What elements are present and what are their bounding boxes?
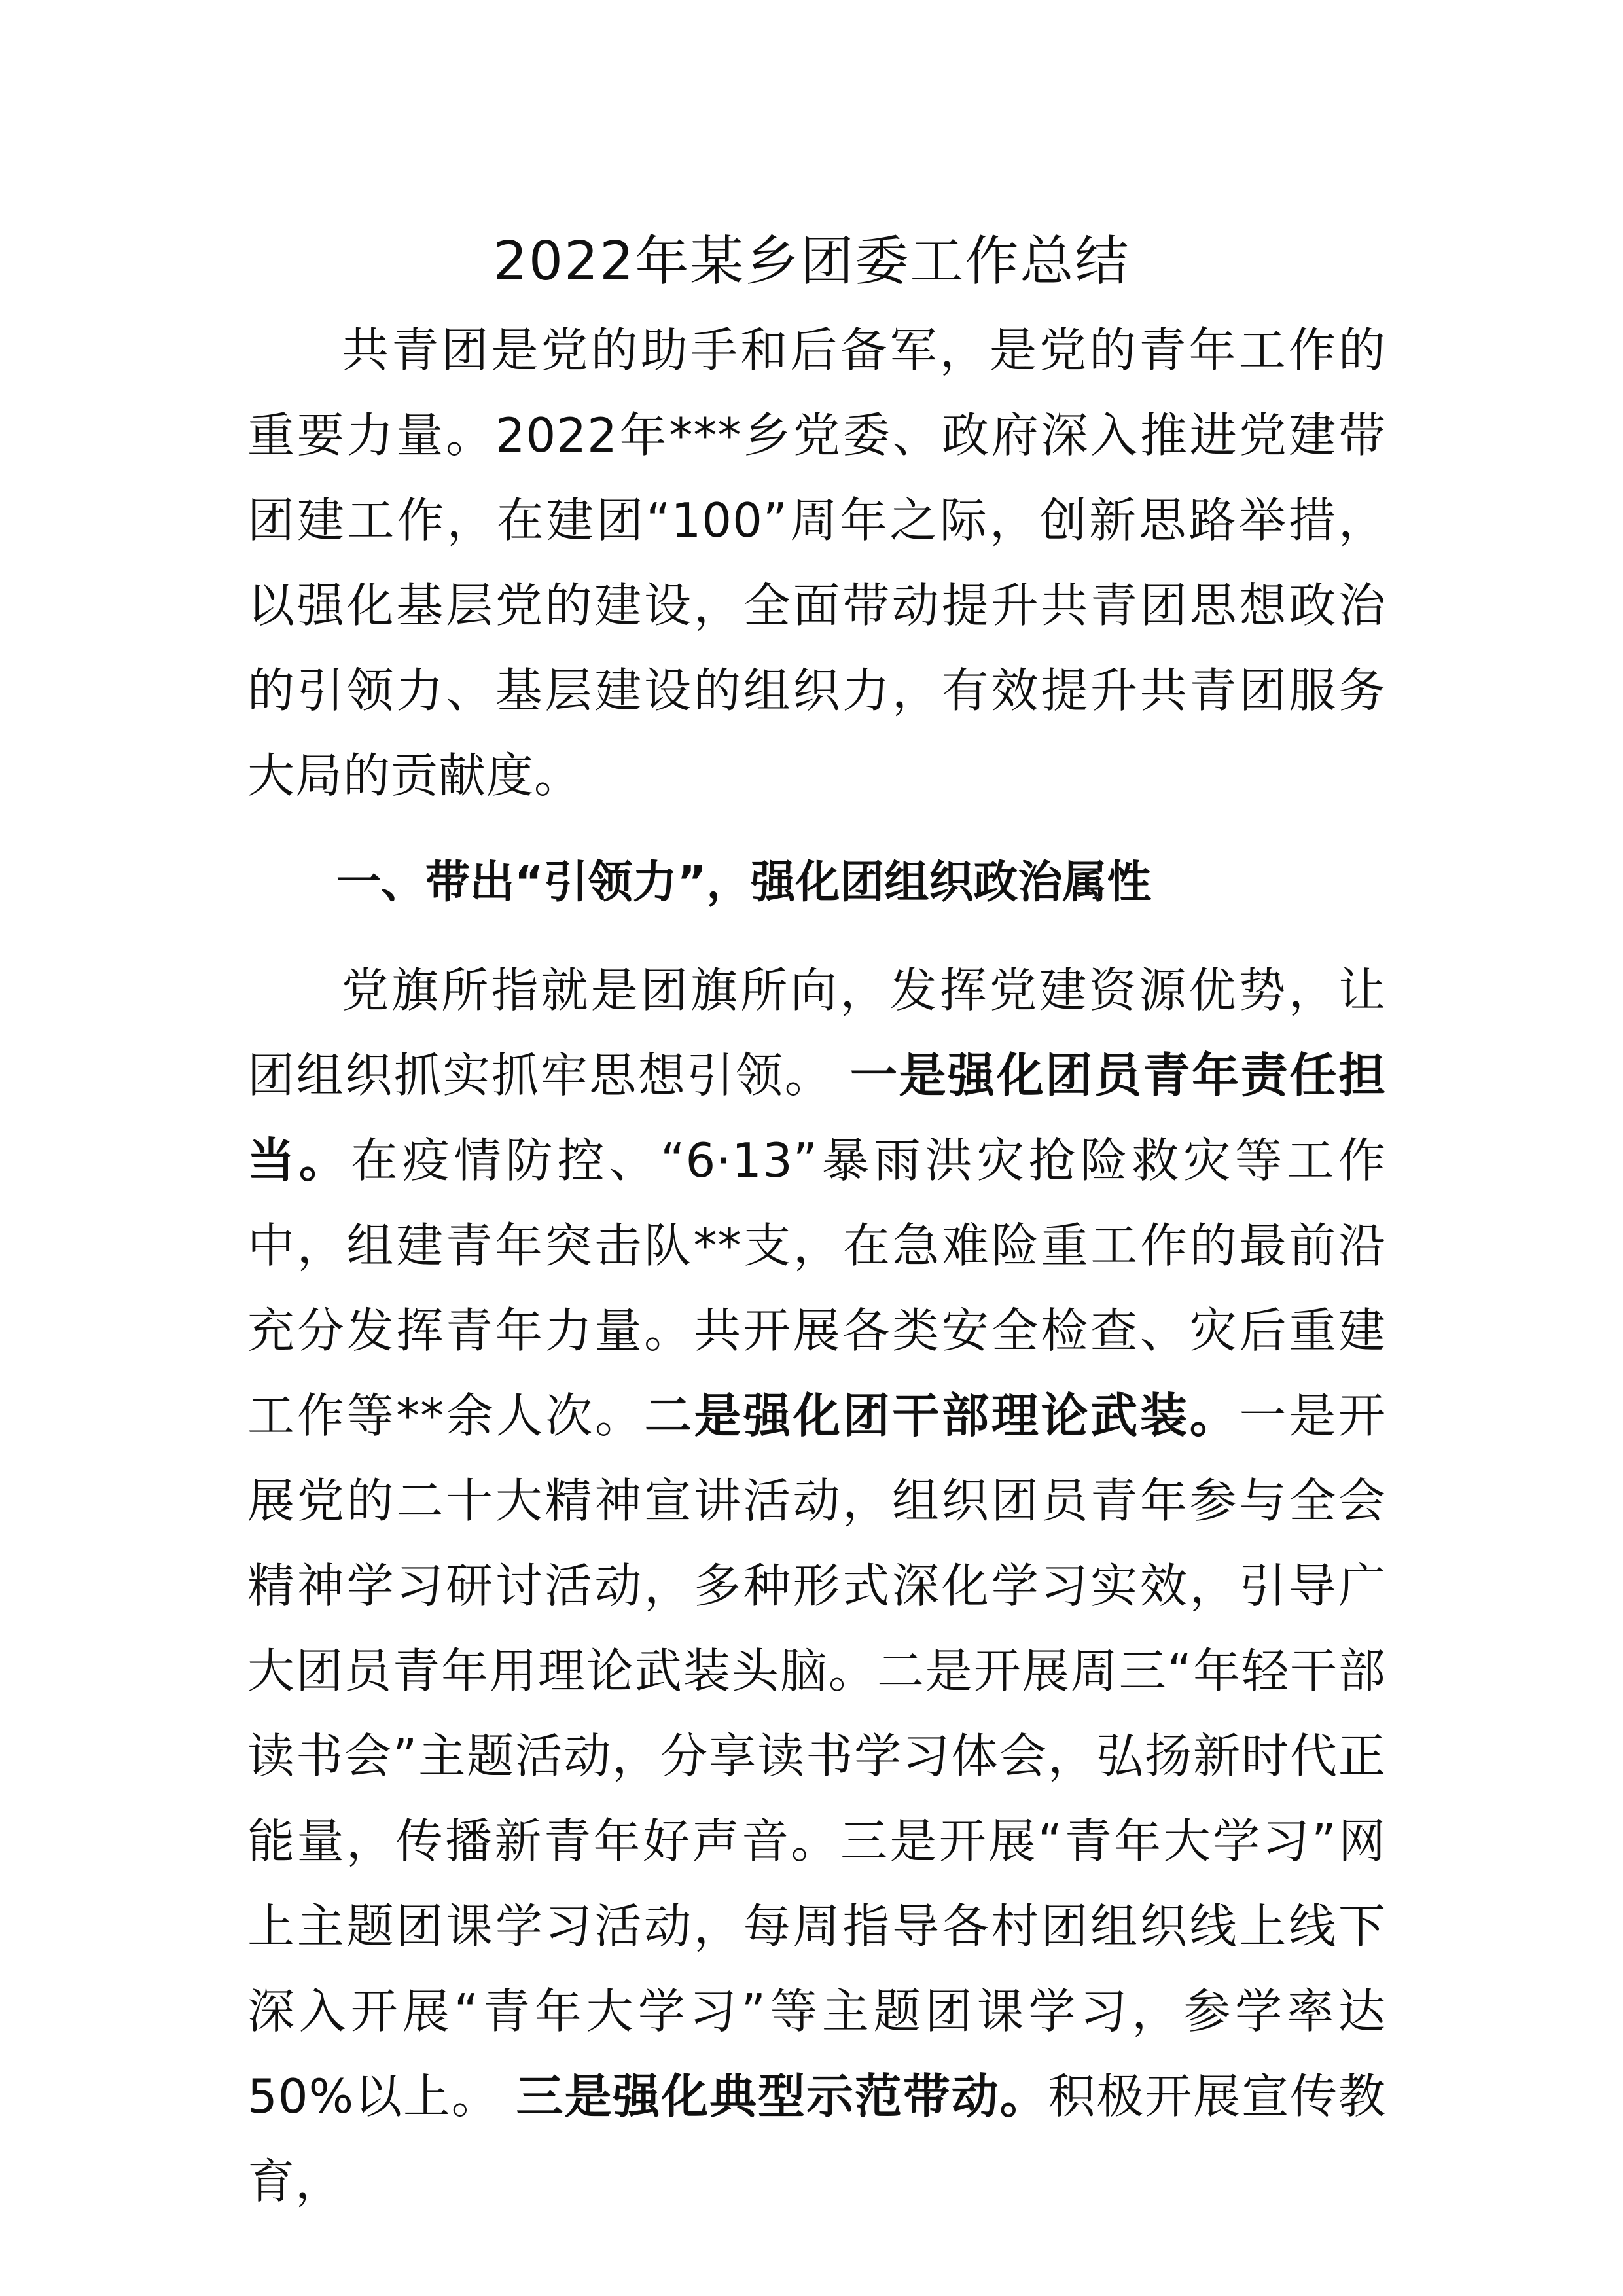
document-body	[247, 308, 1386, 2224]
paragraph-text: 在疫情防控、“6·13”暴雨洪灾抢险救灾等工作中，组建青年突击队**支，在急难险重工作的最前沿充分发挥青年力量。共开展各类安全检查、灾后重建工作等**余人次。	[247, 1133, 1386, 1443]
bold-point-2: 二是强化团干部理论武装。	[644, 1388, 1240, 1443]
paragraph-text: 党旗所指就是团旗所向，发挥党建资源优势，让团组织抓实抓牢思想引领。	[247, 963, 1386, 1103]
document-title: 2022年某乡团委工作总结	[493, 230, 1130, 293]
bold-point-1: 一是强化团员青年责任担当。	[247, 1048, 1386, 1188]
paragraph-text: 积极开展宣传教育，	[247, 2069, 1386, 2209]
bold-point-3: 三是强化典型示范带动。	[516, 2069, 1048, 2124]
section-heading-1: 一、带出“引领力”，强化团组织政治属性	[336, 857, 1152, 908]
paragraph-text: 一是开展党的二十大精神宣讲活动，组织团员青年参与全会精神学习研讨活动，多种形式深化学习实效，引导广大团员青年用理论武装头脑。二是开展周三“年轻干部读书会”主题活动，分享读书学习体会，弘扬新时代正能量，传播新青年好声音。三是开展“青年大学习”网上主题团课学习活动，每周指导各村团组织线上线下深入开展“青年大学习”等主题团课学习，参学率达50%以上。	[247, 1388, 1386, 2124]
intro-paragraph: 共青团是党的助手和后备军，是党的青年工作的重要力量。2022年***乡党委、政府深入推进党建带团建工作，在建团“100”周年之际，创新思路举措，以强化基层党的建设，全面带动提升共青团思想政治的引领力、基层建设的组织力，有效提升共青团服务大局的贡献度。	[247, 323, 1386, 803]
section-1-paragraph	[247, 948, 1386, 2224]
